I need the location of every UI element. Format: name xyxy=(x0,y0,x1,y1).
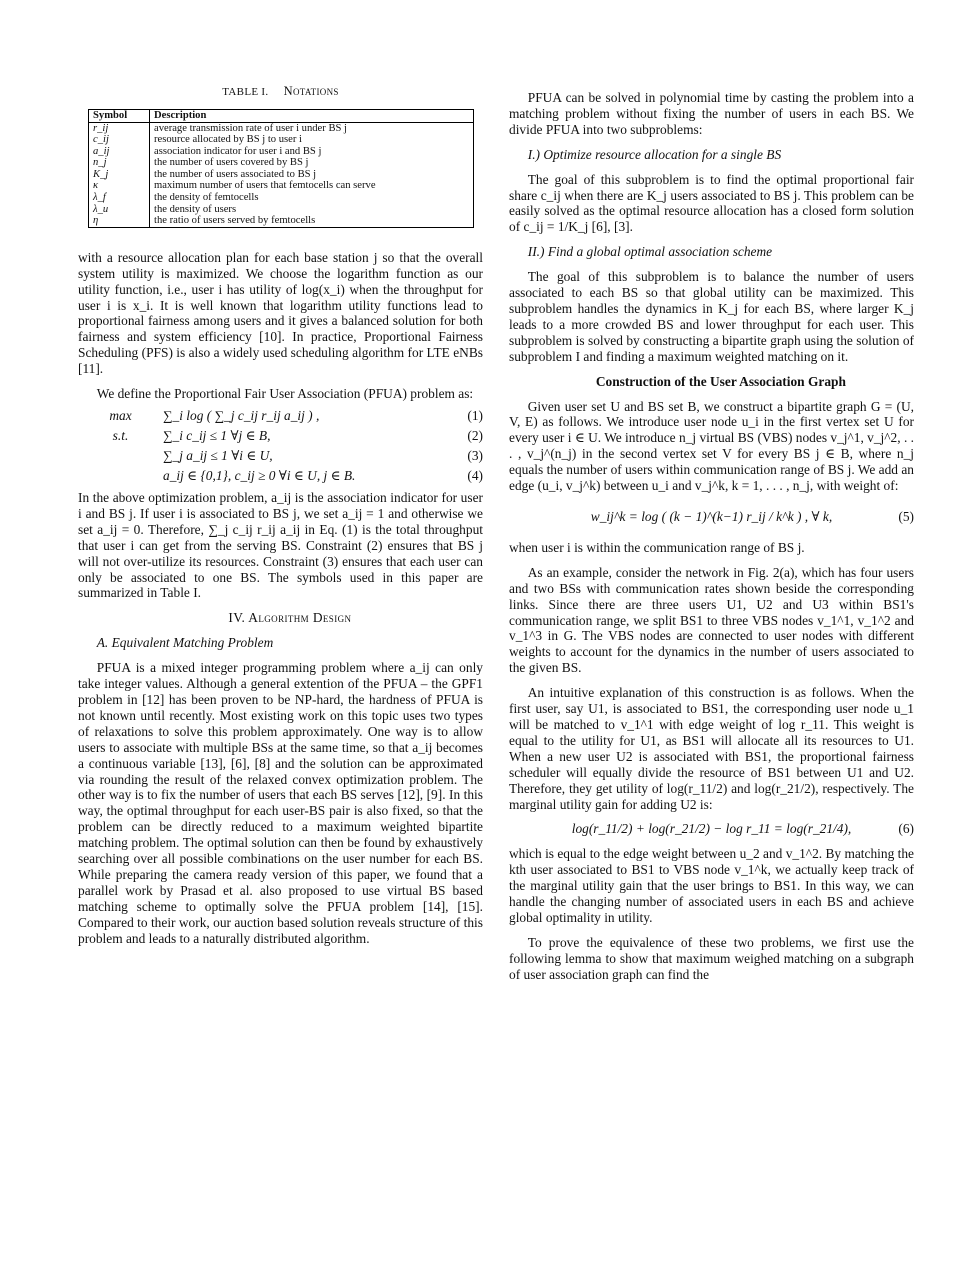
paragraph-pfua-definition: We define the Proportional Fair User Association (PFUA) problem as: xyxy=(96,386,474,402)
table-row xyxy=(89,204,474,216)
paragraph-intuition: An intuitive explanation of this construction is as follows. When the first user, say U1, is associated to BS1, the corresponding user node u_1 will be matched to v_1^1 with edge weight of log r_11. This weight is equal to the utility for U1, as BS1 will allocate all its resources to U1. When a new user U2 is associated with BS1, the proportional fairness scheduler will equally divide the resource of BS1 between U1 and U2. Therefore, they get utility of log(r_11/2) and log(r_21/2), respectively. The marginal utility gain for adding U2 is: xyxy=(509,685,914,812)
table-cell-description: average transmission rate of user i under BS j xyxy=(150,122,474,134)
table-cell-symbol: λ_f xyxy=(89,192,150,204)
table-cell-symbol: c_ij xyxy=(89,134,150,146)
table-row xyxy=(89,122,474,134)
subsection-heading: A. Equivalent Matching Problem xyxy=(96,635,274,651)
table-row xyxy=(89,215,474,227)
equation-number: (5) xyxy=(898,508,914,524)
equation-expression: log(r_11/2) + log(r_21/2) − log r_11 = log(r_21/4), xyxy=(571,821,852,837)
equation-3 xyxy=(78,446,483,466)
table-cell-symbol: κ xyxy=(89,180,150,192)
paragraph-pfua-hardness: PFUA is a mixed integer programming problem where a_ij can only take integer values. Although a general extention of the PFUA – the GPF1 problem in [12] has been proven to be NP-hard, the hardness of PFUA is not known until recently. Most existing work on this topic uses two types of relaxations to solve this problem approximately. One way is to allow users to associate with multiple BSs at the same time, so that a_ij becomes a continuous variable [13], [6], [8] and the solution can be approximated via rounding the result of the relaxed convex optimization problem. The other way is to fix the number of users that each BS serves [12], [9]. In this way, the optimal throughput for each user-BS pair is also fixed, so that the problem can be directly reduced to a maximum weighted bipartite matching problem. The optimal solution can then be found by exhaustively searching over all possible combinations on the user number for each BS. While preparing the camera ready version of this paper, we found that a parallel work by Prasad et al. also proposed to use virtual BS based matching scheme to optimally solve the PFUA problem [14], [15]. Compared to their work, our auction based solution reveals structure of this problem and leads to a naturally distributed algorithm. xyxy=(78,660,483,946)
subproblem-1-heading: I.) Optimize resource allocation for a single BS xyxy=(527,146,782,162)
table-cell-symbol: η xyxy=(89,215,150,227)
table-row xyxy=(89,192,474,204)
equation-expression: ∑_i log ( ∑_j c_ij r_ij a_ij ) , xyxy=(163,408,320,424)
equation-5 xyxy=(509,500,914,534)
equation-4 xyxy=(78,466,483,486)
table-row xyxy=(89,146,474,158)
pfua-equations xyxy=(78,406,483,486)
section-heading: IV. Algorithm Design xyxy=(228,610,352,626)
table-cell-description: the density of femtocells xyxy=(150,192,474,204)
table-cell-description: the density of users xyxy=(150,204,474,216)
table-header-symbol: Symbol xyxy=(89,109,150,122)
paragraph-optimization-explanation: In the above optimization problem, a_ij is the association indicator for user i and BS j. If user i is associated to BS j, we set a_ij = 1 and otherwise we set a_ij = 0. Therefore, ∑_j c_ij r_ij a_ij in Eq. (1) is the total throughput that user i can get from the serving BS. Constraint (2) ensures that BS j will not over-utilize its resources. Constraint (3) ensures that each user can only be associated to one BS. The symbols used in this paper are summarized in Table I. xyxy=(78,490,483,601)
table-row xyxy=(89,157,474,169)
equation-number: (3) xyxy=(467,448,483,464)
left-column xyxy=(78,84,483,946)
notation-table xyxy=(88,109,474,228)
equation-expression: w_ij^k = log ( (k − 1)^(k−1) r_ij / k^k ) , ∀ k, xyxy=(590,508,833,524)
table-cell-description: the ratio of users served by femtocells xyxy=(150,215,474,227)
table-cell-symbol: n_j xyxy=(89,157,150,169)
table-cell-description: the number of users associated to BS j xyxy=(150,169,474,181)
equation-number: (2) xyxy=(467,428,483,444)
equation-number: (6) xyxy=(898,821,914,837)
equation-expression: a_ij ∈ {0,1}, c_ij ≥ 0 ∀i ∈ U, j ∈ B. xyxy=(163,468,356,484)
table-cell-description: association indicator for user i and BS j xyxy=(150,146,474,158)
table-row xyxy=(89,180,474,192)
paragraph-marginal-utility: which is equal to the edge weight between u_2 and v_1^2. By matching the kth user associated to BS1 to VBS node v_1^k, we actually keep track of the marginal utility gain that the user brings to BS1. In this way, we can handle the changing number of associated users in each BS and achieve global optimality in utility. xyxy=(509,846,914,926)
table-header-row xyxy=(89,109,474,122)
table-cell-symbol: λ_u xyxy=(89,204,150,216)
equation-expression: ∑_j a_ij ≤ 1 ∀i ∈ U, xyxy=(163,448,273,464)
table-caption-title: Notations xyxy=(283,84,339,98)
table-row xyxy=(89,169,474,181)
paragraph-subproblem-2: The goal of this subproblem is to balance the number of users associated to each BS so that global utility can be maximized. This subproblem handles the dynamics in K_j for each BS, where larger K_j leads to a more crowded BS and lower throughput for each user. This subproblem is solved by constructing a bipartite graph using the solution of subproblem I and finding a maximum weighted matching on it. xyxy=(509,269,914,364)
subproblem-2-heading: II.) Find a global optimal association scheme xyxy=(527,244,773,260)
equation-label: s.t. xyxy=(112,428,129,444)
equation-6 xyxy=(509,818,914,840)
paragraph-graph-construction: Given user set U and BS set B, we construct a bipartite graph G = (U, V, E) as follows. We introduce user node u_i in the first vertex set U for every user i ∈ U. We introduce n_j virtual BS (VBS) nodes v_j^1, v_j^2, . . . , v_j^(n_j) in the second vertex set V for every BS j ∈ B, where n_j equals the number of users within communication range of BS j. We add an edge (u_i, v_j^k) between u_i and v_j^k, k = 1, . . . , n_j, with weight of: xyxy=(509,398,914,494)
paragraph-subproblem-1: The goal of this subproblem is to find the optimal proportional fair share c_ij when there are K_j users associated to BS j. This problem can be easily solved as the optimal resource allocation has a closed form solution of c_ij = 1/K_j [6], [3]. xyxy=(509,171,914,235)
graph-construction-heading: Construction of the User Association Graph xyxy=(595,373,846,389)
table-cell-description: resource allocated by BS j to user i xyxy=(150,134,474,146)
paragraph-utility: with a resource allocation plan for each base station j so that the overall system utility is maximized. We choose the logarithm function as our utility function, i.e., user i has utility of log(x_i) when the throughput for user i is x_i. It is well known that logarithm utility functions lead to proportional fairness among users and it gives a balanced solution for both fairness and system efficiency [10]. In practice, Proportional Fairness Scheduling (PFS) is also a widely used scheduling algorithm for LTE eNBs [11]. xyxy=(78,249,483,377)
table-cell-symbol: K_j xyxy=(89,169,150,181)
equation-1 xyxy=(78,406,483,426)
equation-number: (4) xyxy=(467,468,483,484)
paragraph-range-condition: when user i is within the communication range of BS j. xyxy=(509,539,805,555)
table-caption-label: TABLE I. xyxy=(222,86,269,98)
table-header-description: Description xyxy=(150,109,474,122)
table-cell-symbol: a_ij xyxy=(89,146,150,158)
right-column xyxy=(509,90,914,983)
equation-expression: ∑_i c_ij ≤ 1 ∀j ∈ B, xyxy=(163,428,271,444)
table-cell-description: the number of users covered by BS j xyxy=(150,157,474,169)
paragraph-example: As an example, consider the network in Fig. 2(a), which has four users and two BSs with communication rates shown beside the corresponding links. Since there are three users U1, U2 and U3 within BS1's communication range, we split BS1 to three VBS nodes v_1^1, v_1^2 and v_1^3 in G. The VBS nodes are connected to user nodes with different weights to account for the dynamics in the number of users associated to the given BS. xyxy=(509,564,914,676)
table-row xyxy=(89,134,474,146)
equation-number: (1) xyxy=(467,408,483,424)
paragraph-subproblems: PFUA can be solved in polynomial time by casting the problem into a matching problem without fixing the number of users in each BS. We divide PFUA into two subproblems: xyxy=(509,90,914,137)
equation-label: max xyxy=(109,408,132,424)
table-cell-description: maximum number of users that femtocells can serve xyxy=(150,180,474,192)
equation-2 xyxy=(78,426,483,446)
table-caption xyxy=(78,84,483,101)
table-cell-symbol: r_ij xyxy=(89,122,150,134)
paragraph-equivalence: To prove the equivalence of these two problems, we first use the following lemma to show that maximum weighed matching on a subgraph of user association graph can find the xyxy=(509,934,914,982)
